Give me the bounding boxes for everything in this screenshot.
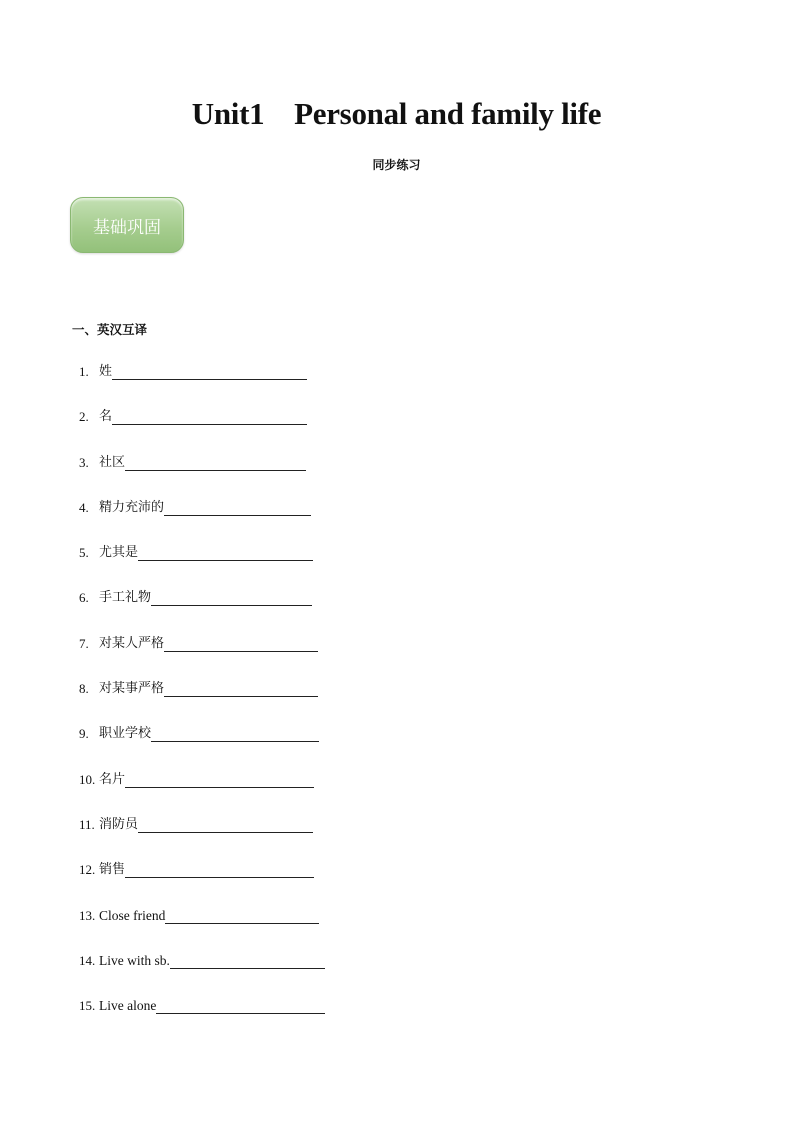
item-number: 5. — [79, 545, 89, 561]
exercise-item — [79, 952, 325, 997]
item-text: 名片 — [99, 771, 126, 787]
answer-blank[interactable] — [138, 544, 313, 561]
exercise-item — [79, 454, 325, 499]
answer-blank[interactable] — [151, 589, 312, 606]
answer-blank[interactable] — [125, 861, 314, 878]
answer-blank[interactable] — [170, 952, 325, 969]
item-text: 手工礼物 — [99, 590, 152, 606]
exercise-item — [79, 363, 325, 408]
exercise-item — [79, 997, 325, 1042]
item-number: 8. — [79, 681, 89, 697]
item-number: 2. — [79, 409, 89, 425]
answer-blank[interactable] — [165, 907, 319, 924]
exercise-item — [79, 861, 325, 906]
exercise-item — [79, 499, 325, 544]
section-badge-label: 基础巩固 — [93, 217, 161, 238]
answer-blank[interactable] — [164, 680, 318, 697]
page-title: Unit1 Personal and family life — [191, 96, 602, 131]
answer-blank[interactable] — [125, 771, 314, 788]
item-text: 职业学校 — [99, 726, 152, 742]
exercise-item — [79, 680, 325, 725]
answer-blank[interactable] — [112, 408, 307, 425]
answer-blank[interactable] — [156, 997, 325, 1014]
item-text: 姓 — [99, 364, 113, 379]
answer-blank[interactable] — [112, 363, 307, 380]
item-number: 3. — [79, 454, 89, 470]
exercise-item — [79, 589, 325, 634]
answer-blank[interactable] — [164, 499, 311, 516]
exercise-item — [79, 907, 325, 952]
item-number: 10. — [79, 771, 96, 787]
answer-blank[interactable] — [138, 816, 313, 833]
item-number: 13. — [79, 907, 96, 923]
item-text: 对某事严格 — [99, 681, 165, 697]
exercise-item — [79, 408, 325, 453]
item-text: 尤其是 — [99, 545, 139, 561]
exercise-item — [79, 725, 325, 770]
exercise-item — [79, 544, 325, 589]
item-text: Live alone — [99, 998, 157, 1014]
exercise-item — [79, 635, 325, 680]
item-number: 15. — [79, 998, 96, 1014]
exercise-item — [79, 816, 325, 861]
answer-blank[interactable] — [151, 725, 319, 742]
exercise-list — [79, 363, 325, 1042]
item-text: 精力充沛的 — [99, 499, 165, 515]
item-number: 12. — [79, 862, 96, 878]
exercise-item — [79, 771, 325, 816]
item-text: 对某人严格 — [99, 635, 165, 651]
section-heading: 一、英汉互译 — [72, 322, 148, 337]
item-text: 销售 — [99, 862, 126, 878]
item-text: Close friend — [99, 907, 166, 923]
item-text: 名 — [99, 409, 113, 425]
item-text: 社区 — [99, 454, 126, 470]
page-subtitle: 同步练习 — [372, 158, 421, 172]
item-number: 9. — [79, 726, 89, 742]
section-badge — [70, 197, 184, 253]
item-number: 6. — [79, 590, 89, 606]
item-text: Live with sb. — [99, 952, 170, 968]
item-number: 14. — [79, 952, 96, 968]
item-text: 消防员 — [99, 816, 139, 832]
answer-blank[interactable] — [125, 454, 306, 471]
item-number: 1. — [79, 364, 89, 379]
item-number: 4. — [79, 499, 89, 515]
item-number: 7. — [79, 635, 89, 651]
answer-blank[interactable] — [164, 635, 318, 652]
item-number: 11. — [79, 816, 95, 832]
